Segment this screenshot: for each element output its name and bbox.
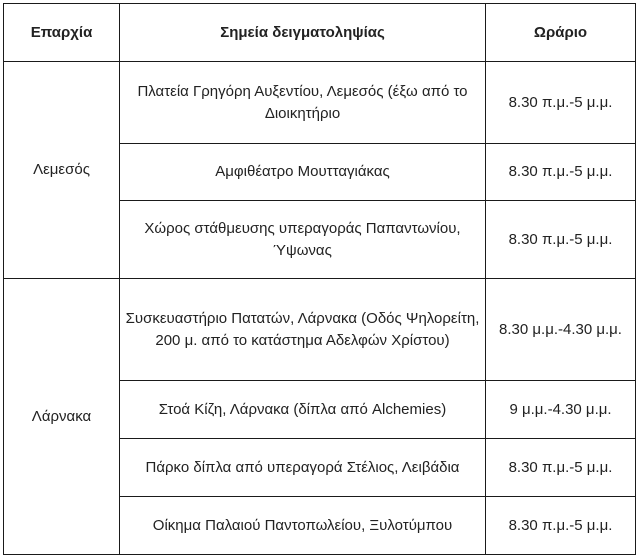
header-location: Σημεία δειγματοληψίας (120, 4, 486, 62)
hours-cell: 8.30 π.μ.-5 μ.μ. (486, 439, 636, 497)
location-cell: Πλατεία Γρηγόρη Αυξεντίου, Λεμεσός (έξω από το Διοικητήριο (120, 62, 486, 144)
district-cell-limassol: Λεμεσός (4, 62, 120, 279)
location-cell: Οίκημα Παλαιού Παντοπωλείου, Ξυλοτύμπου (120, 497, 486, 555)
table-header-row (4, 4, 636, 62)
location-cell: Πάρκο δίπλα από υπεραγορά Στέλιος, Λειβάδια (120, 439, 486, 497)
location-cell: Στοά Κίζη, Λάρνακα (δίπλα από Alchemies) (120, 381, 486, 439)
hours-cell: 8.30 π.μ.-5 μ.μ. (486, 62, 636, 144)
location-cell: Συσκευαστήριο Πατατών, Λάρνακα (Οδός Ψηλορείτη, 200 μ. από το κατάστημα Αδελφών Χρίστου) (120, 279, 486, 381)
table-row (4, 62, 636, 144)
header-district: Επαρχία (4, 4, 120, 62)
hours-cell: 8.30 π.μ.-5 μ.μ. (486, 144, 636, 201)
sampling-schedule-table (3, 3, 636, 555)
table-row (4, 279, 636, 381)
hours-cell: 8.30 π.μ.-5 μ.μ. (486, 201, 636, 279)
location-cell: Χώρος στάθμευσης υπεραγοράς Παπαντωνίου, Ύψωνας (120, 201, 486, 279)
hours-cell: 9 μ.μ.-4.30 μ.μ. (486, 381, 636, 439)
hours-cell: 8.30 π.μ.-5 μ.μ. (486, 497, 636, 555)
location-cell: Αμφιθέατρο Μουτταγιάκας (120, 144, 486, 201)
hours-cell: 8.30 μ.μ.-4.30 μ.μ. (486, 279, 636, 381)
district-cell-larnaca: Λάρνακα (4, 279, 120, 555)
header-hours: Ωράριο (486, 4, 636, 62)
